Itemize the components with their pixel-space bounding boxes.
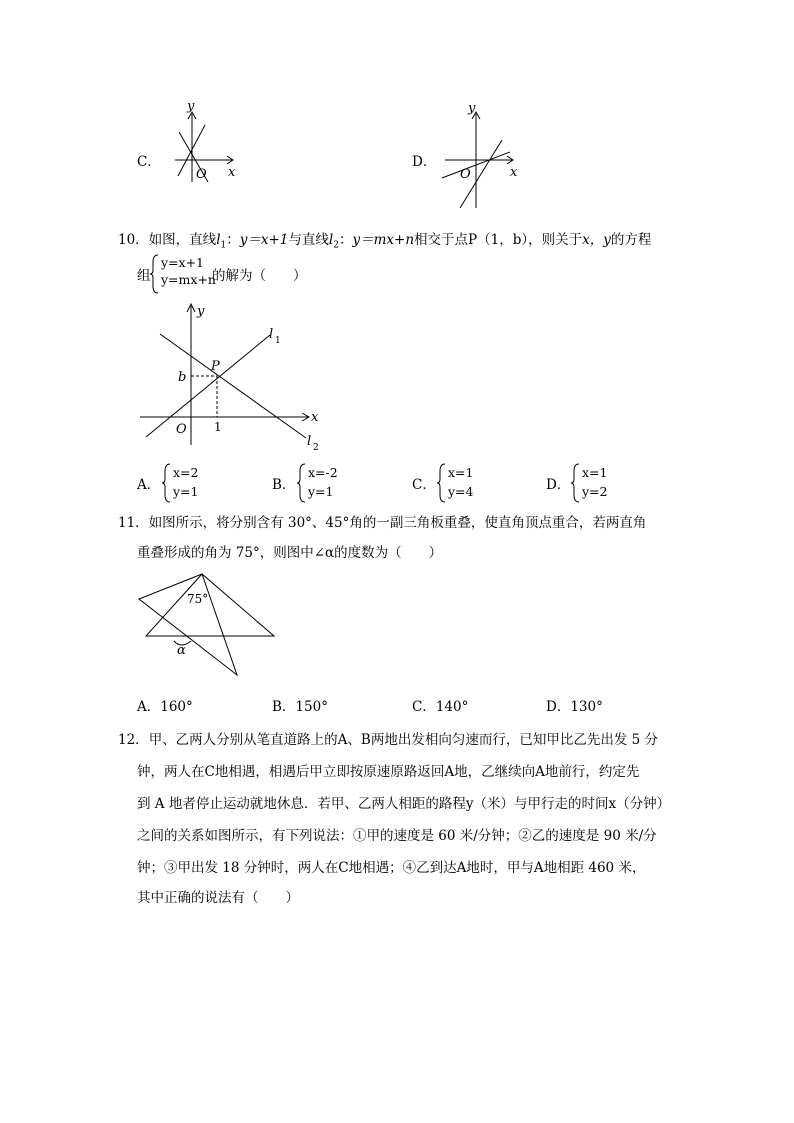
q10-option-b-eq1: x=-2 [308,465,338,480]
q10-fig-x-label: x [311,410,319,425]
q10-option-b-eq2: y=1 [308,484,334,499]
q10-figure [140,300,330,460]
q9-option-d-graph [440,100,530,212]
q11-option-a-label: A． [137,699,161,715]
q9c-origin-label: O [196,167,207,182]
q11-option-b-text: 150° [295,699,328,715]
q10-l2: l [328,232,334,248]
q10-text-e: 的方程 [610,232,652,248]
q10-colon1: ： [226,232,240,248]
q12-stem-line1 [118,728,658,748]
q10-option-d-eq2: y=2 [582,484,608,499]
q10-stem-line1 [118,228,651,251]
q10-fig-y-label: y [197,304,205,319]
q11-stem-line1 [118,511,646,531]
q10-option-d-label[interactable]: D． [546,477,571,493]
q11-option-a-text: 160° [160,699,193,715]
q10-option-c-eq2: y=4 [448,484,474,499]
q10-fig-origin: O [176,422,187,437]
q11-stem-line2: 重叠形成的角为 75°，则图中∠α的度数为（ ） [137,545,443,561]
q12-stem-line4: 之间的关系如图所示，有下列说法：①甲的速度是 60 米/分钟；②乙的速度是 90 米/分 [137,828,657,844]
q11-fig-angle-label: 75° [187,592,209,606]
q10-option-d-brace [571,463,581,503]
q9-option-c-label[interactable]: C． [137,154,161,170]
q10-vars: x，y [582,232,611,248]
q10-fig-p-label: P [211,359,220,374]
q10-option-d-eq1: x=1 [582,465,608,480]
q10-option-c-brace [437,463,447,503]
q10-option-d-system[interactable] [582,463,608,501]
q10-text-a: 如图，直线 [148,232,217,248]
q10-fig-l2-label: l [307,434,312,449]
q10-system-brace [150,254,160,294]
q10-l1: l [216,232,221,248]
q11-option-b[interactable] [272,695,328,715]
q10-colon2: ： [338,232,353,248]
q10-option-c-label[interactable]: C． [412,477,436,493]
q11-option-c-text: 140° [435,699,469,715]
q11-option-c-label: C． [412,699,436,715]
q10-number: 10． [118,232,149,248]
q11-option-d-text: 130° [570,699,603,715]
q12-line1: 甲、乙两人分别从笔直道路上的A、B两地出发相向匀速而行，已知甲比乙先出发 5 分 [148,732,659,748]
q10-text-group: 组 [137,268,151,284]
q10-option-a-eq2: y=1 [173,484,199,499]
q10-system [161,254,216,288]
q10-option-b-label[interactable]: B． [272,477,296,493]
q10-l1-sub: 1 [220,240,227,251]
q11-option-c[interactable] [412,695,468,715]
q10-system-eq2: y=mx+n [161,272,216,287]
q10-option-c-system[interactable] [448,463,474,501]
q11-option-d[interactable] [546,695,603,715]
q10-option-b-brace [297,463,307,503]
q9-option-d-label[interactable]: D． [412,154,437,170]
q10-point: P（1，b） [468,232,529,248]
q9d-x-label: x [510,165,518,180]
q9d-origin-label: O [460,167,471,182]
q9c-x-label: x [228,165,236,180]
q10-option-b-system[interactable] [308,463,338,501]
q10-fig-b-label: b [178,370,187,385]
q11-figure [136,570,286,685]
q9c-y-label: y [187,99,195,114]
q10-l1-eq: y＝x+1 [239,232,289,248]
q10-text-b: 与直线 [288,232,329,248]
q12-number: 12． [118,732,149,748]
q10-l2-sub: 2 [333,240,339,251]
q11-line1: 如图所示，将分别含有 30°、45°角的一副三角板重叠，使直角顶点重合，若两直角 [148,515,647,531]
q10-option-a-label[interactable]: A． [137,477,161,493]
q11-fig-alpha-label: α [177,643,186,658]
q10-option-a-eq1: x=2 [173,465,199,480]
q10-option-c-eq1: x=1 [448,465,474,480]
q12-stem-line5: 钟；③甲出发 18 分钟时，两人在C地相遇；④乙到达A地时，甲与A地相距 460 米， [137,860,646,876]
q10-l2-eq: y＝mx+n [352,232,415,248]
q10-fig-one-label: 1 [214,420,222,434]
q10-fig-l2-sub: 2 [313,443,319,453]
q10-option-a-system[interactable] [173,463,199,501]
q10-text-d: ，则关于 [528,232,583,248]
q11-number: 11． [118,515,149,531]
q11-option-b-label: B． [272,699,296,715]
q12-stem-line3: 到 A 地者停止运动就地休息．若甲、乙两人相距的路程y（米）与甲行走的时间x（分钟） [137,796,671,812]
q9-option-c-graph [170,100,250,185]
q10-fig-l1-label: l [269,327,274,342]
q10-system-eq1: y=x+1 [161,255,205,270]
q10-text-answer: 的解为（ ） [212,268,307,284]
q12-stem-line2: 钟，两人在C地相遇，相遇后甲立即按原速原路返回A地，乙继续向A地前行，约定先 [137,764,640,780]
q12-stem-line6: 其中正确的说法有（ ） [137,890,299,906]
q10-text-c: 相交于点 [414,232,469,248]
q10-fig-l1-sub: 1 [275,336,281,346]
q11-option-d-label: D． [546,699,571,715]
q11-option-a[interactable] [137,695,193,715]
q10-option-a-brace [162,463,172,503]
q9d-y-label: y [468,101,476,116]
